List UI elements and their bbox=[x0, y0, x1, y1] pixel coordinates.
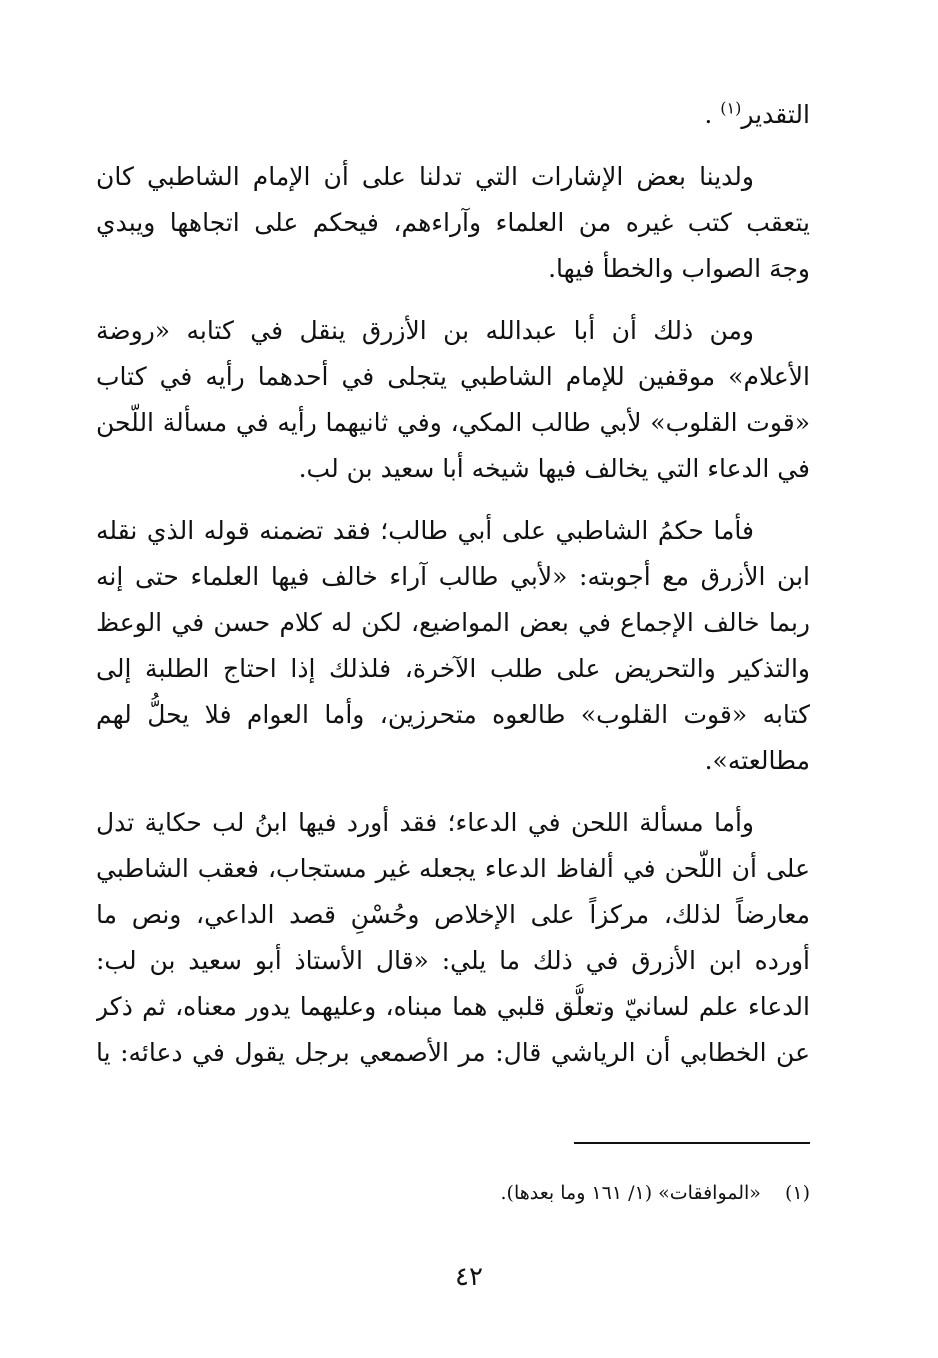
footnote-reference: (١) bbox=[720, 98, 742, 118]
text-line: فأما حكمُ الشاطبي على أبي طالب؛ فقد تضمنه قوله الذي نقله bbox=[96, 516, 754, 545]
opening-word: التقدير bbox=[741, 100, 810, 129]
paragraph-4 bbox=[96, 800, 810, 1076]
opening-period: . bbox=[704, 100, 713, 129]
text-line: في الدعاء التي يخالف فيها شيخه أبا سعيد بن لب. bbox=[298, 454, 810, 483]
text-line: يتعقب كتب غيره من العلماء وآراءهم، فيحكم على اتجاهها ويبدي bbox=[96, 208, 810, 237]
text-line: عن الخطابي أن الرياشي قال: مر الأصمعي برجل يقول في دعائه: يا bbox=[96, 1038, 810, 1067]
footnote-number: (١) bbox=[784, 1182, 810, 1204]
text-line: معارضاً لذلك، مركزاً على الإخلاص وحُسْنِ قصد الداعي، ونص ما bbox=[96, 900, 810, 929]
text-line: كتابه «قوت القلوب» طالعوه متحرزين، وأما العوام فلا يحلُّ لهم bbox=[96, 700, 810, 729]
opening-line bbox=[96, 92, 810, 138]
paragraph-1 bbox=[96, 154, 810, 292]
text-line: مطالعته». bbox=[704, 746, 810, 775]
page-body bbox=[96, 92, 810, 1076]
text-line: ربما خالف الإجماع في بعض المواضيع، لكن له كلام حسن في الوعظ bbox=[96, 608, 810, 637]
text-line: ولدينا بعض الإشارات التي تدلنا على أن الإمام الشاطبي كان bbox=[96, 162, 754, 191]
paragraph-2 bbox=[96, 308, 810, 492]
text-line: ابن الأزرق مع أجوبته: «لأبي طالب آراء خالف فيها العلماء حتى إنه bbox=[96, 562, 810, 591]
footnote-divider bbox=[574, 1142, 810, 1144]
text-line: الدعاء علم لسانيّ وتعلُّق قلبي هما مبناه، وعليهما يدور معناه، ثم ذكر bbox=[96, 992, 810, 1021]
text-line: الأعلام» موقفين للإمام الشاطبي يتجلى في أحدهما رأيه في كتاب bbox=[96, 362, 810, 391]
text-line: وجهَ الصواب والخطأ فيها. bbox=[548, 254, 810, 283]
page-number: ٤٢ bbox=[455, 1262, 483, 1292]
footnote-text: «الموافقات» (١/ ١٦١ وما بعدها). bbox=[500, 1182, 761, 1204]
text-line: على أن اللّحن في ألفاظ الدعاء يجعله غير مستجاب، فعقب الشاطبي bbox=[96, 854, 810, 883]
paragraph-3 bbox=[96, 508, 810, 784]
text-line: والتذكير والتحريض على طلب الآخرة، فلذلك إذا احتاج الطلبة إلى bbox=[96, 654, 810, 683]
text-line: «قوت القلوب» لأبي طالب المكي، وفي ثانيهما رأيه في مسألة اللّحن bbox=[96, 408, 810, 437]
text-line: أورده ابن الأزرق في ذلك ما يلي: «قال الأستاذ أبو سعيد بن لب: bbox=[96, 946, 810, 975]
text-line: وأما مسألة اللحن في الدعاء؛ فقد أورد فيها ابنُ لب حكاية تدل bbox=[96, 808, 754, 837]
text-line: ومن ذلك أن أبا عبدالله بن الأزرق ينقل في كتابه «روضة bbox=[96, 316, 754, 345]
footnote bbox=[96, 1178, 810, 1208]
